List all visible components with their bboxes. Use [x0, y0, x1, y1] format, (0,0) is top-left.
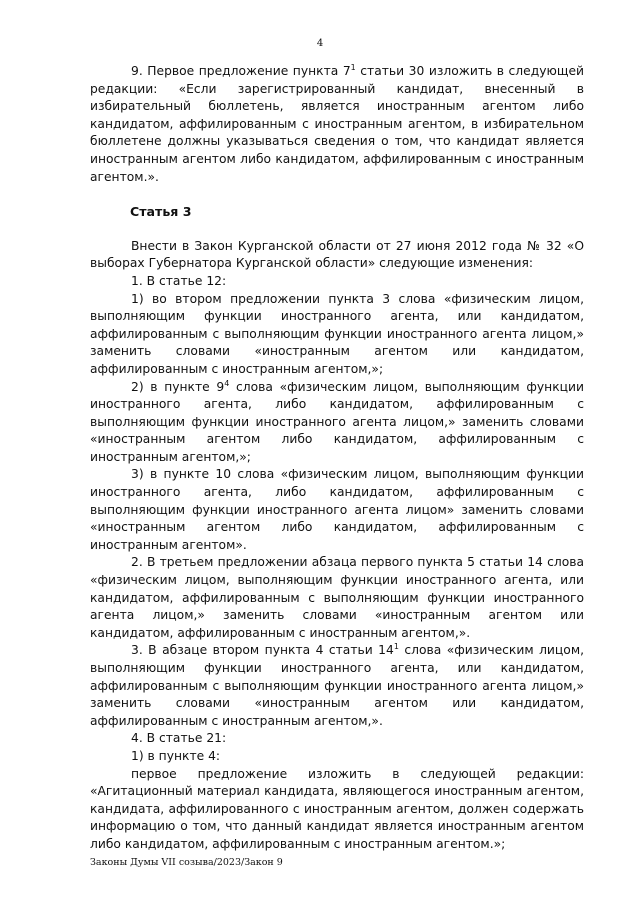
text-run: 3. В абзаце втором пункта 4 статьи 14 — [131, 643, 394, 658]
paragraph-item-1-2 — [90, 379, 584, 467]
paragraph-item-2: 2. В третьем предложении абзаца первого пункта 5 статьи 14 слова «физическим лицом, выполняющим функции иностранного агента, или кандидатом, аффилированным с выполняющим функции иностранного агента лицом,» заменить словами «иностранным агентом или кандидатом, аффилированным с иностранным агентом,». — [90, 555, 584, 640]
paragraph-intro: Внести в Закон Курганской области от 27 июня 2012 года № 32 «О выборах Губернатора Курганской области» следующие изменения: — [90, 238, 584, 271]
superscript: 1 — [350, 63, 356, 72]
paragraph-item-4: 4. В статье 21: — [131, 731, 227, 746]
text-run: слова «физическим лицом, выполняющим функции иностранного агента, либо кандидатом, аффилированным с выполняющим функции иностранного агента лицом,» заменить словами «иностранным агентом либо кандидатом, аффилированным с иностранным агентом,»; — [90, 379, 584, 464]
superscript: 1 — [393, 642, 399, 652]
paragraph-item-4-1-text: первое предложение изложить в следующей редакции: «Агитационный материал кандидата, являющегося иностранным агентом, кандидата, аффилированного с иностранным агентом, должен содержать информацию о том, что данный кандидат является иностранным агентом либо кандидатом, аффилированным с иностранным агентом.»; — [90, 766, 584, 851]
page-number: 4 — [316, 38, 324, 49]
document-body — [90, 63, 584, 854]
article-heading: Статья 3 — [130, 204, 192, 220]
paragraph-item-1-3: 3) в пункте 10 слова «физическим лицом, выполняющим функции иностранного агента, либо кандидатом, аффилированным с выполняющим функции иностранного агента лицом» заменить словами «иностранным агентом либо кандидатом, аффилированным с иностранным агентом». — [90, 467, 584, 552]
footer-reference: Законы Думы VII созыва/2023/Закон 9 — [90, 857, 283, 868]
paragraph-item-3 — [90, 642, 584, 730]
text-run: статьи 30 изложить в следующей редакции: «Если зарегистрированный кандидат, внесенный в избирательный бюллетень, является иностранным агентом либо кандидатом, аффилированным с иностранным агентом, в избирательном бюллетене должны указываться сведения о том, что кандидат является иностранным агентом либо кандидатом, аффилированным с иностранным агентом.». — [90, 64, 584, 184]
text-run: слова «физическим лицом, выполняющим функции иностранного агента, или кандидатом, аффилированным с выполняющим функции иностранного агента лицом,» заменить словами «иностранным агентом или кандидатом, аффилированным с иностранным агентом,». — [90, 643, 585, 728]
text-run: 9. Первое предложение пункта 7 — [131, 64, 351, 78]
paragraph-item-4-1: 1) в пункте 4: — [131, 748, 221, 763]
paragraph-item-1: 1. В статье 12: — [131, 273, 227, 288]
paragraph-item-9 — [90, 63, 584, 186]
paragraph-item-1-1: 1) во втором предложении пункта 3 слова «физическим лицом, выполняющим функции иностранного агента, или кандидатом, аффилированным с выполняющим функции иностранного агента лицом,» заменить словами «иностранным агентом или кандидатом, аффилированным с иностранным агентом,»; — [90, 291, 584, 376]
superscript: 4 — [224, 378, 230, 388]
text-run: 2) в пункте 9 — [131, 379, 225, 394]
